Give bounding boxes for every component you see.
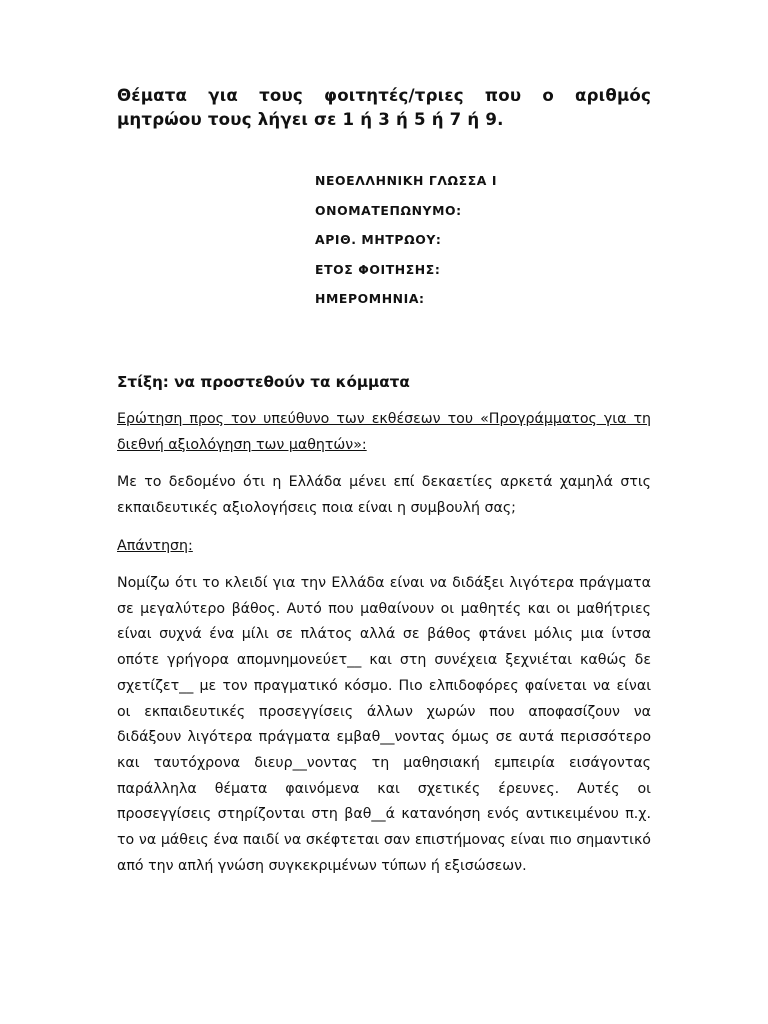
study-year-field: ΕΤΟΣ ΦΟΙΤΗΣΗΣ:: [315, 261, 441, 277]
section-heading: Στίξη: να προστεθούν τα κόμματα: [117, 373, 410, 391]
answer-body: Νομίζω ότι το κλειδί για την Ελλάδα είναι να διδάξει λιγότερα πράγματα σε μεγαλύτερο βάθος. Αυτό που μαθαίνουν οι μαθητές και οι μαθήτριες είναι συχνά ένα μίλι σε πλάτος αλλά σε βάθος φτάνει μόλις μια ίντσα οπότε γρήγορα απομνημονεύετ__ και στη συνέχεια ξεχνιέται καθώς δε σχετίζετ__ με τον πραγματικό κόσμο. Πιο ελπιδοφόρες φαίνεται να είναι οι εκπαιδευτικές προσεγγίσεις άλλων χωρών που αποφασίζουν να διδάξουν λιγότερα πράγματα εμβαθ__νοντας όμως σε αυτά περισσότερο και ταυτόχρονα διευρ__νοντας τη μαθησιακή εμπειρία εισάγοντας παράλληλα θέματα φαινόμενα και σχετικές έρευνες. Αυτές οι προσεγγίσεις στηρίζονται στη βαθ__ά κατανόηση ενός αντικειμένου π.χ. το να μάθεις ένα παιδί να σκέφτεται σαν επιστήμονας είναι πιο σημαντικό από την απλή γνώση συγκεκριμένων τύπων ή εξισώσεων.: [117, 575, 661, 874]
exam-header-fields: [315, 174, 615, 322]
answer-label: Απάντηση:: [117, 538, 193, 554]
date-field: ΗΜΕΡΟΜΗΝΙΑ:: [315, 291, 425, 306]
interview-question: Ερώτηση προς τον υπεύθυνο των εκθέσεων του «Προγράμματος για τη διεθνή αξιολόγηση των μαθητών»:: [117, 411, 651, 453]
document-page: [117, 84, 661, 874]
student-name-field: ΟΝΟΜΑΤΕΠΩΝΥΜΟ:: [315, 202, 462, 218]
student-id-field: ΑΡΙΘ. ΜΗΤΡΩΟΥ:: [315, 232, 442, 247]
document-title: Θέματα για τους φοιτητές/τριες που ο αριθμός μητρώου τους λήγει σε 1 ή 3 ή 5 ή 7 ή 9.: [117, 86, 651, 129]
question-prompt: Με το δεδομένο ότι η Ελλάδα μένει επί δεκαετίες αρκετά χαμηλά στις εκπαιδευτικές αξιολογήσεις ποια είναι η συμβουλή σας;: [117, 474, 651, 516]
course-name: ΝΕΟΕΛΛΗΝΙΚΗ ΓΛΩΣΣΑ Ι: [315, 173, 498, 188]
